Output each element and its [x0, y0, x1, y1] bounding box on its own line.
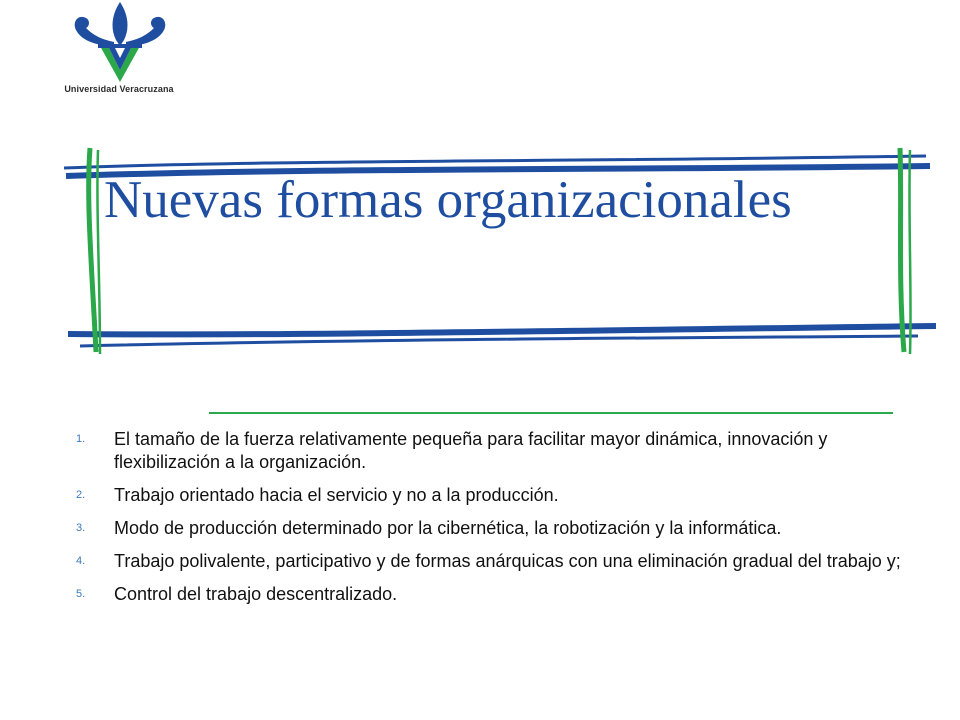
- frame-top-line: [64, 156, 926, 168]
- list-number: 4.: [76, 555, 86, 567]
- list-text: Trabajo orientado hacia el servicio y no a la producción.: [114, 485, 559, 505]
- slide-title: Nuevas formas organizacionales: [104, 171, 792, 229]
- list-item: [72, 428, 932, 474]
- university-name: Universidad Veracruzana: [64, 84, 174, 94]
- frame-right-line: [900, 148, 904, 352]
- frame-right-line: [909, 150, 910, 354]
- frame-bottom-line: [80, 336, 918, 346]
- list-number: 2.: [76, 489, 86, 501]
- frame-left-line: [97, 150, 100, 354]
- list-text: El tamaño de la fuerza relativamente pequeña para facilitar mayor dinámica, innovación y flexibilización a la organización.: [114, 429, 828, 472]
- list-item: [72, 517, 932, 540]
- numbered-list: [72, 428, 932, 616]
- list-number: 1.: [76, 433, 86, 445]
- list-number: 3.: [76, 522, 86, 534]
- list-item: [72, 583, 932, 606]
- fleur-de-lis-icon: [70, 0, 170, 84]
- university-logo: [44, 0, 194, 100]
- list-text: Trabajo polivalente, participativo y de formas anárquicas con una eliminación gradual del trabajo y;: [114, 551, 901, 571]
- list-number: 5.: [76, 588, 86, 600]
- list-text: Control del trabajo descentralizado.: [114, 584, 398, 604]
- list-item: [72, 484, 932, 507]
- list-text: Modo de producción determinado por la cibernética, la robotización y la informática.: [114, 518, 782, 538]
- divider-line: [209, 412, 893, 414]
- frame-left-line: [89, 148, 96, 352]
- list-item: [72, 550, 932, 573]
- frame-bottom-line: [68, 326, 936, 334]
